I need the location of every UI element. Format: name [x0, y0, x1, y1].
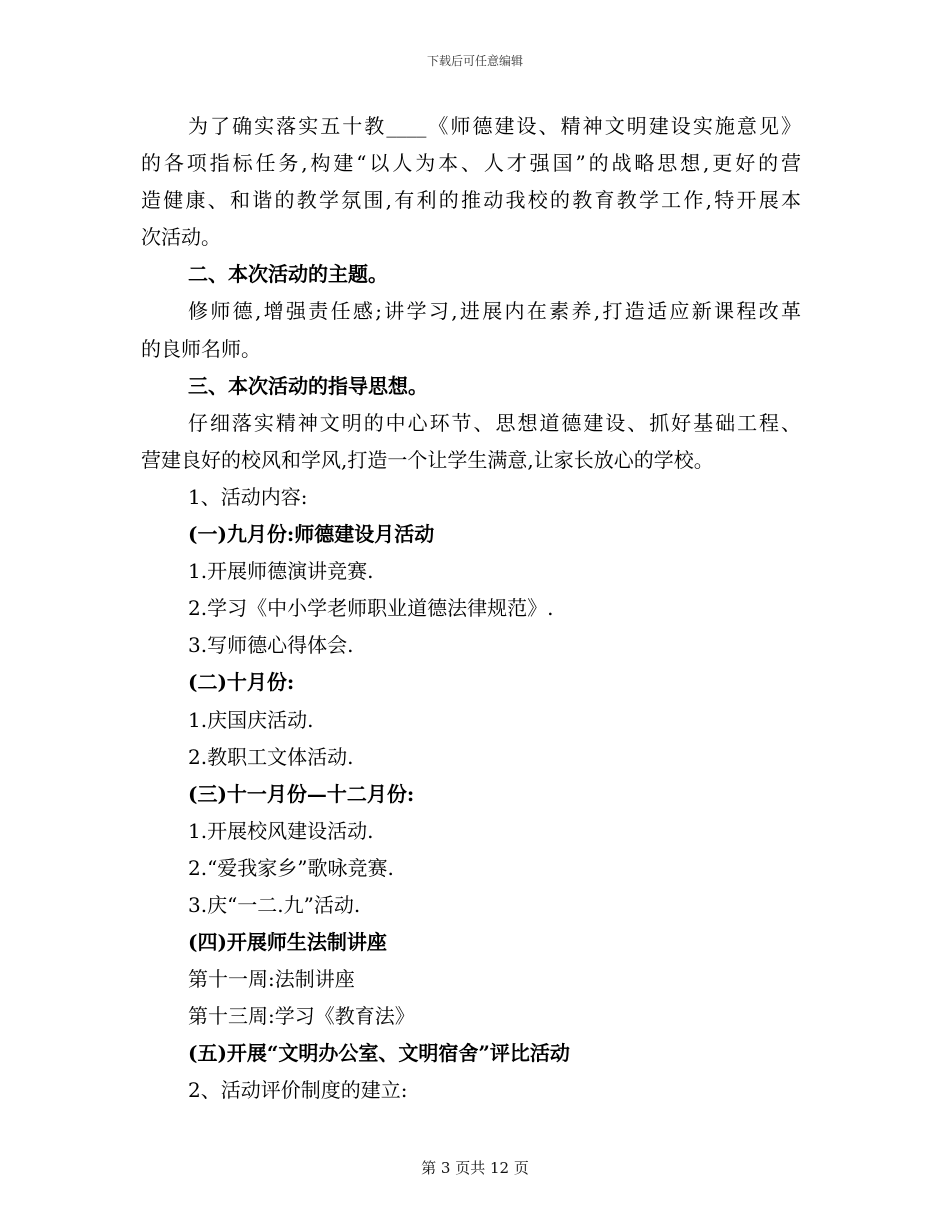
paragraph-line: 造健康、和谐的教学氛围,有利的推动我校的教育教学工作,特开展本	[141, 188, 801, 213]
section-heading: 三、本次活动的指导思想。	[188, 373, 428, 398]
list-item: 1.开展师德演讲竞赛.	[188, 559, 374, 584]
paragraph-line: 次活动。	[141, 225, 221, 250]
list-item: 2.教职工文体活动.	[188, 744, 354, 769]
list-item: 1.开展校风建设活动.	[188, 818, 374, 843]
paragraph-line: 仔细落实精神文明的中心环节、思想道德建设、抓好基础工程、	[188, 410, 801, 435]
list-item: 2.学习《中小学老师职业道德法律规范》.	[188, 596, 554, 621]
sub-heading: (五)开展“文明办公室、文明宿舍”评比活动	[188, 1041, 570, 1066]
paragraph-line: 修师德,增强责任感;讲学习,进展内在素养,打造适应新课程改革	[188, 299, 801, 324]
paragraph-line: 营建良好的校风和学风,打造一个让学生满意,让家长放心的学校。	[141, 447, 714, 472]
sub-heading: (一)九月份:师德建设月活动	[188, 522, 435, 547]
list-item: 第十一周:法制讲座	[188, 967, 355, 992]
paragraph-line: 的良师名师。	[141, 336, 261, 361]
paragraph-line: 的各项指标任务,构建“以人为本、人才强国”的战略思想,更好的营	[141, 151, 801, 176]
list-item: 3.写师德心得体会.	[188, 633, 354, 658]
page-header: 下载后可任意编辑	[426, 54, 523, 68]
sub-heading: (二)十月份:	[188, 670, 295, 695]
list-heading: 2、活动评价制度的建立:	[188, 1078, 408, 1103]
paragraph-line: 为了确实落实五十教____《师德建设、精神文明建设实施意见》	[188, 114, 801, 138]
sub-heading: (四)开展师生法制讲座	[188, 930, 387, 955]
list-item: 1.庆国庆活动.	[188, 707, 314, 732]
list-item: 3.庆“一二.九”活动.	[188, 892, 361, 917]
section-heading: 二、本次活动的主题。	[188, 262, 388, 287]
list-item: 第十三周:学习《教育法》	[188, 1004, 415, 1029]
sub-heading: (三)十一月份—十二月份:	[188, 781, 415, 806]
list-item: 2.“爱我家乡”歌咏竞赛.	[188, 855, 394, 880]
page-number: 第 3 页共 12 页	[421, 1159, 529, 1177]
document-body	[141, 108, 801, 1110]
list-heading: 1、活动内容:	[188, 484, 308, 509]
